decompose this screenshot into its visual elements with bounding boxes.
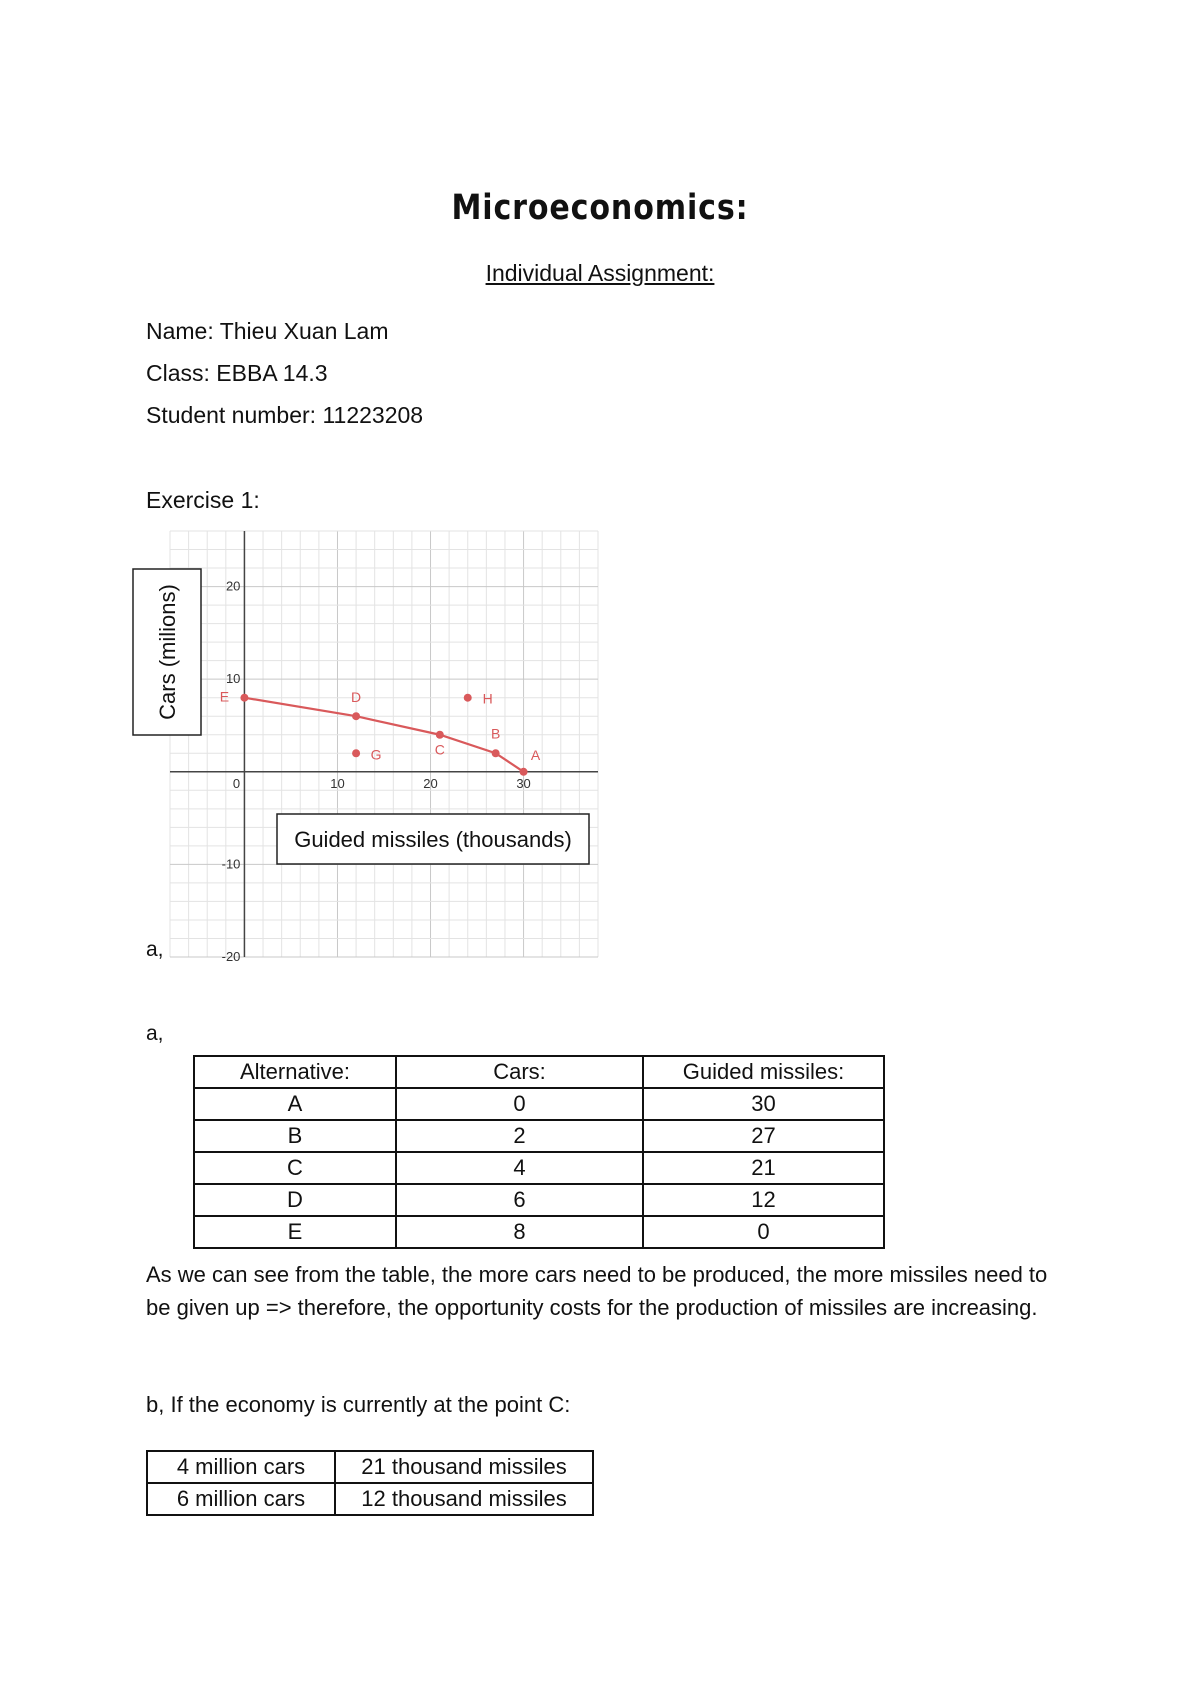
table-header-row [194, 1056, 884, 1088]
table-row [194, 1184, 884, 1216]
y-tick-label: 20 [225, 578, 241, 594]
alternatives-table [193, 1055, 885, 1249]
table-cell: E [194, 1216, 396, 1248]
table-row [194, 1088, 884, 1120]
table-cell: 6 million cars [147, 1483, 335, 1515]
part-a-label-table: a, [146, 1022, 164, 1045]
table-cell: 6 [396, 1184, 643, 1216]
table-header-cell: Alternative: [194, 1056, 396, 1088]
point-label: H [482, 690, 493, 707]
table-header-cell: Guided missiles: [643, 1056, 884, 1088]
ppf-point [492, 749, 500, 757]
exercise-heading: Exercise 1: [146, 487, 260, 513]
table-cell: C [194, 1152, 396, 1184]
table-cell: 8 [396, 1216, 643, 1248]
table-cell: A [194, 1088, 396, 1120]
table-cell: 4 million cars [147, 1451, 335, 1483]
x-tick-label: 10 [330, 775, 345, 791]
y-axis-label: Cars (milions) [155, 584, 180, 720]
ppf-point [240, 694, 248, 702]
extra-point [464, 694, 472, 702]
table-cell: 12 thousand missiles [335, 1483, 593, 1515]
table-row [194, 1120, 884, 1152]
table-row [147, 1451, 593, 1483]
y-tick-label: -20 [221, 949, 241, 964]
paragraph-opportunity-cost: As we can see from the table, the more cars need to be produced, the more missiles need to be given up => therefore, the opportunity costs for the production of missiles are increasing. [146, 1262, 1048, 1320]
table-cell: B [194, 1120, 396, 1152]
x-tick-label: 0 [232, 775, 241, 791]
page-subtitle: Individual Assignment: [485, 260, 715, 286]
point-label: G [370, 746, 382, 763]
page-title: Microeconomics: [451, 188, 749, 228]
table-cell: 2 [396, 1120, 643, 1152]
point-c-table [146, 1450, 594, 1516]
point-label: B [490, 725, 501, 742]
ppf-chart [128, 525, 608, 965]
table-cell: D [194, 1184, 396, 1216]
x-tick-label: 20 [423, 775, 438, 791]
table-cell: 0 [396, 1088, 643, 1120]
ppf-point [520, 768, 528, 776]
table-cell: 21 thousand missiles [335, 1451, 593, 1483]
student-class: Class: EBBA 14.3 [146, 360, 328, 386]
table-cell: 4 [396, 1152, 643, 1184]
table-row [194, 1216, 884, 1248]
student-number: Student number: 11223208 [146, 402, 424, 428]
y-tick-label: 10 [225, 671, 241, 687]
table-cell: 12 [643, 1184, 884, 1216]
table-header-cell: Cars: [396, 1056, 643, 1088]
point-label: D [351, 689, 362, 706]
table-cell: 21 [643, 1152, 884, 1184]
ppf-point [436, 731, 444, 739]
point-label: C [434, 741, 445, 758]
x-tick-label: 30 [516, 775, 531, 791]
table-row [147, 1483, 593, 1515]
table-cell: 30 [643, 1088, 884, 1120]
extra-point [352, 749, 360, 757]
part-b-heading: b, If the economy is currently at the point C: [146, 1392, 571, 1417]
part-a-label-chart: a, [146, 938, 164, 961]
student-name: Name: Thieu Xuan Lam [146, 318, 389, 344]
ppf-point [352, 712, 360, 720]
y-tick-label: -10 [221, 856, 241, 872]
point-label: E [219, 688, 230, 705]
table-cell: 27 [643, 1120, 884, 1152]
table-cell: 0 [643, 1216, 884, 1248]
x-axis-label: Guided missiles (thousands) [294, 827, 572, 852]
point-label: A [530, 746, 541, 763]
table-row [194, 1152, 884, 1184]
